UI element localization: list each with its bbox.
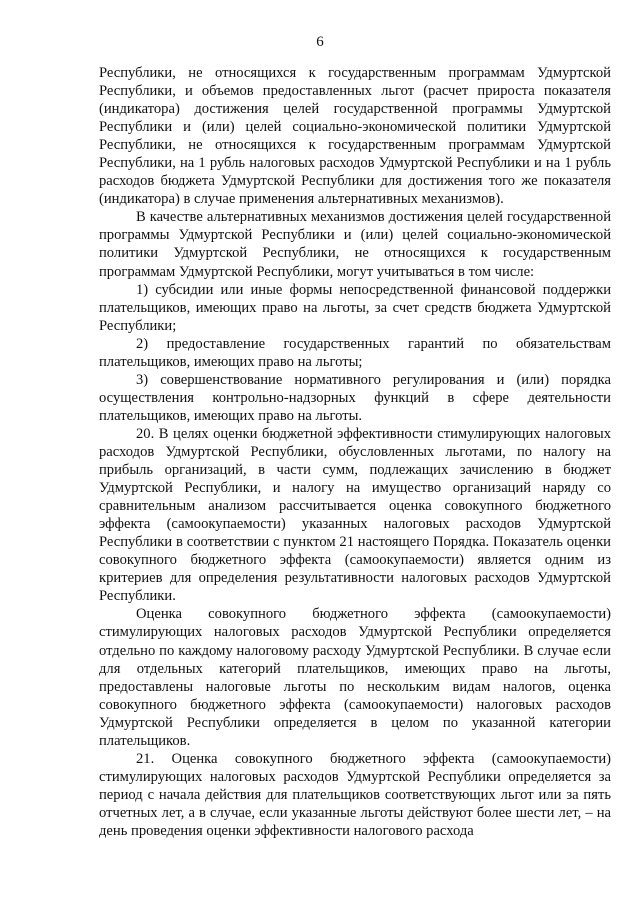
document-body <box>99 64 611 840</box>
paragraph-alternative-mechanisms: В качестве альтернативных механизмов достижения целей государственной программы Удмуртской Республики и (или) целей социально-экономической политики Удмуртской Республики, не относящихся к государственным программам Удмуртской Республики, могут учитываться в том числе: <box>99 209 611 280</box>
list-item-regulation: 3) совершенствование нормативного регулирования и (или) порядка осуществления контрольно-надзорных функций в сфере деятельности плательщиков, имеющих право на льготы. <box>99 371 611 424</box>
paragraph-item-21: 21. Оценка совокупного бюджетного эффекта (самоокупаемости) стимулирующих налоговых расходов Удмуртской Республики определяется за период с начала действия для плательщиков соответствующих льгот или за пять отчетных лет, а в случае, если указанные льготы действуют более шести лет, – на день проведения оценки эффективности налогового расхода <box>99 750 611 839</box>
list-item-guarantees: 2) предоставление государственных гарантий по обязательствам плательщиков, имеющих право на льготы; <box>99 335 611 370</box>
page-number: 6 <box>316 34 324 50</box>
paragraph-continuation: Республики, не относящихся к государственным программам Удмуртской Республики, и объемов предоставленных льгот (расчет прироста показателя (индикатора) достижения целей государственной программы Удмуртской Республики и (или) целей социально-экономической политики Удмуртской Республики, не относящихся к государственным программам Удмуртской Республики, на 1 рубль налоговых расходов Удмуртской Республики и на 1 рубль расходов бюджета Удмуртской Республики для достижения того же показателя (индикатора) в случае применения альтернативных механизмов). <box>99 65 611 208</box>
list-item-subsidies: 1) субсидии или иные формы непосредственной финансовой поддержки плательщиков, имеющих право на льготы, за счет средств бюджета Удмуртской Республики; <box>99 281 611 334</box>
paragraph-assessment: Оценка совокупного бюджетного эффекта (самоокупаемости) стимулирующих налоговых расходов Удмуртской Республики определяется отдельно по каждому налоговому расходу Удмуртской Республики. В случае если для отдельных категорий плательщиков, имеющих право на льготы, предоставлены налоговые льготы по нескольким видам налогов, оценка совокупного бюджетного эффекта (самоокупаемости) налоговых расходов Удмуртской Республики определяется в целом по указанной категории плательщиков. <box>99 606 611 749</box>
paragraph-item-20: 20. В целях оценки бюджетной эффективности стимулирующих налоговых расходов Удмуртской Республики, обусловленных льготами, по налогу на прибыль организаций, в части сумм, подлежащих зачислению в бюджет Удмуртской Республики, и налогу на имущество организаций наряду со сравнительным анализом рассчитывается оценка совокупного бюджетного эффекта (самоокупаемости) указанных налоговых расходов Удмуртской Республики в соответствии с пунктом 21 настоящего Порядка. Показатель оценки совокупного бюджетного эффекта (самоокупаемости) является одним из критериев для определения результативности налоговых расходов Удмуртской Республики. <box>99 425 611 605</box>
